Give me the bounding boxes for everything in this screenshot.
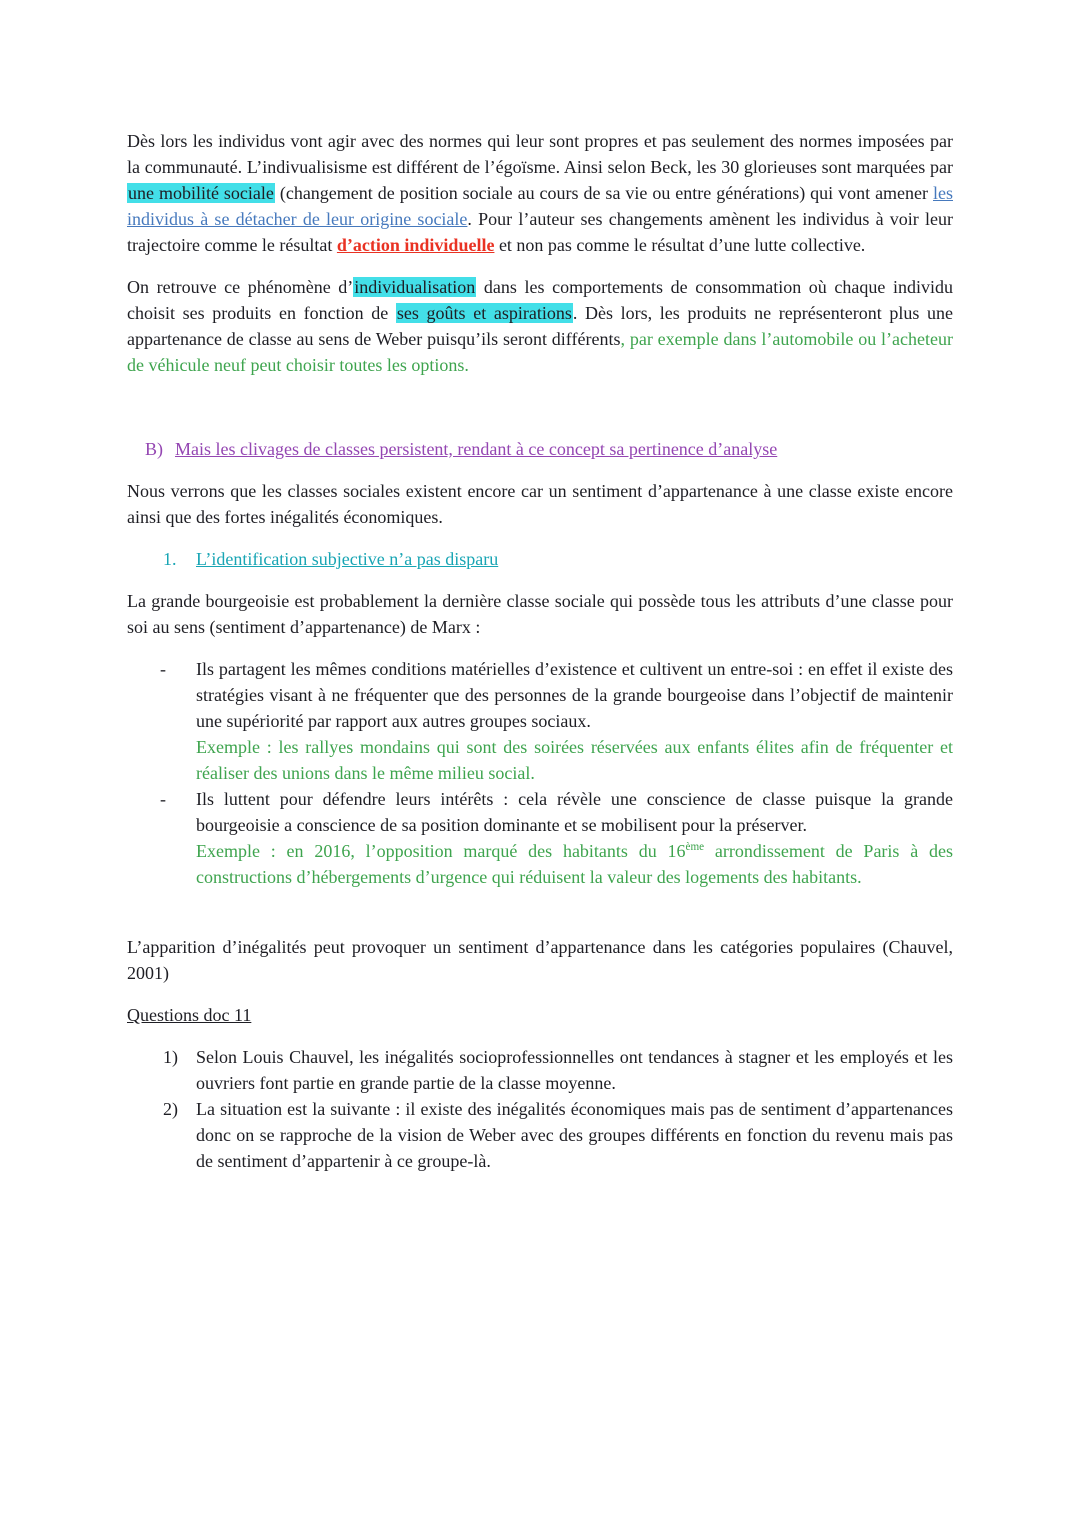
list-marker: 2) bbox=[163, 1099, 178, 1119]
text-run: La grande bourgeoisie est probablement la dernière classe sociale qui possède tous les attributs d’une classe pour soi au sens (sentiment d’appartenance) de Marx : bbox=[127, 591, 953, 637]
paragraph-individualisme bbox=[127, 128, 953, 258]
heading-marker: B) bbox=[145, 439, 163, 459]
text-run: . Dès lors, les produits ne représenteront plus une appartenance de classe au sens de Weber puisqu’ils seront différents bbox=[127, 303, 953, 349]
text-run: Nous verrons que les classes sociales existent encore car un sentiment d’appartenance à une classe existe encore ainsi que des fortes inégalités économiques. bbox=[127, 481, 953, 527]
subsection-heading-text: L’identification subjective n’a pas disparu bbox=[196, 549, 499, 569]
example-green-text: Exemple : les rallyes mondains qui sont des soirées réservées aux enfants élites afin de fréquenter et réaliser des unions dans le même milieu social. bbox=[196, 737, 953, 783]
text-run: L’apparition d’inégalités peut provoquer un sentiment d’appartenance dans les catégories populaires (Chauvel, 2001) bbox=[127, 937, 953, 983]
paragraph-apparition-inegalites bbox=[127, 934, 953, 986]
example-green-text: , par exemple dans l’automobile ou l’acheteur de véhicule neuf peut choisir toutes les options. bbox=[127, 329, 954, 375]
questions-doc-11-title bbox=[127, 1002, 953, 1028]
subsection-heading-1 bbox=[127, 546, 953, 572]
numbered-list-questions bbox=[127, 1044, 953, 1174]
example-green-text: Exemple : en 2016, l’opposition marqué des habitants du 16 bbox=[196, 841, 686, 861]
highlight-mobilite-sociale: une mobilité sociale bbox=[128, 183, 274, 203]
highlight-gouts-aspirations: ses goûts et aspirations bbox=[396, 303, 572, 323]
text-run: . Pour l’auteur ses changements amènent les individus à voir leur trajectoire comme le résultat bbox=[127, 209, 953, 255]
bullet-list-classe-pour-soi bbox=[127, 656, 953, 890]
paragraph-consommation bbox=[127, 274, 953, 378]
list-marker: - bbox=[160, 789, 166, 809]
highlight-individualisation: individualisation bbox=[354, 277, 476, 297]
list-item-text bbox=[196, 659, 953, 783]
list-marker: - bbox=[160, 659, 166, 679]
text-run: Ils luttent pour défendre leurs intérêts : cela révèle une conscience de classe puisque la grande bourgeoisie a conscience de sa position dominante et se mobilisent pour la préserver. bbox=[196, 789, 953, 835]
paragraph-nous-verrons bbox=[127, 478, 953, 530]
text-run: (changement de position sociale au cours de sa vie ou entre générations) qui vont amener bbox=[274, 183, 933, 203]
list-item-text bbox=[196, 1047, 953, 1093]
list-item bbox=[127, 656, 953, 786]
text-run: Selon Louis Chauvel, les inégalités socioprofessionnelles ont tendances à stagner et les employés et les ouvriers font partie en grande partie de la classe moyenne. bbox=[196, 1047, 953, 1093]
text-run: Dès lors les individus vont agir avec des normes qui leur sont propres et pas seulement des normes imposées par la communauté. L’indivualisisme est différent de l’égoïsme. Ainsi selon Beck, les 30 glorieuses sont marquées par bbox=[127, 131, 953, 177]
section-heading-b bbox=[127, 436, 953, 462]
list-item bbox=[127, 786, 953, 890]
text-run: dans les comportements de consommation où chaque individu choisit ses produits en fonction de bbox=[127, 277, 953, 323]
list-item bbox=[127, 1044, 953, 1096]
list-item-text bbox=[196, 1099, 953, 1171]
questions-title-text: Questions doc 11 bbox=[127, 1005, 252, 1025]
list-item bbox=[127, 1096, 953, 1174]
example-green-text: arrondissement de Paris à des constructions d’hébergements d’urgence qui réduisent la valeur des logements des habitants. bbox=[196, 841, 953, 887]
section-heading-text: Mais les clivages de classes persistent, rendant à ce concept sa pertinence d’analyse bbox=[175, 439, 778, 459]
list-marker: 1) bbox=[163, 1047, 178, 1067]
document-body bbox=[127, 128, 953, 1174]
blue-underlined-phrase: les individus à se détacher de leur origine sociale bbox=[127, 183, 953, 229]
red-bold-phrase: d’action individuelle bbox=[336, 235, 495, 255]
text-run: On retrouve ce phénomène d’ bbox=[127, 277, 354, 297]
superscript-eme: ème bbox=[685, 841, 705, 853]
text-run: La situation est la suivante : il existe des inégalités économiques mais pas de sentiment d’appartenances donc on se rapproche de la vision de Weber avec des groupes différents en fonction du revenu mais pas de sentiment d’appartenir à ce groupe-là. bbox=[196, 1099, 953, 1171]
list-item-text bbox=[196, 789, 953, 887]
text-run: et non pas comme le résultat d’une lutte collective. bbox=[494, 235, 866, 255]
text-run: Ils partagent les mêmes conditions matérielles d’existence et cultivent un entre-soi : en effet il existe des stratégies visant à ne fréquenter que des personnes de la grande bourgeoise dans l’objectif de maintenir une supériorité par rapport aux autres groupes sociaux. bbox=[196, 659, 953, 731]
heading-marker: 1. bbox=[163, 549, 177, 569]
paragraph-grande-bourgeoisie bbox=[127, 588, 953, 640]
